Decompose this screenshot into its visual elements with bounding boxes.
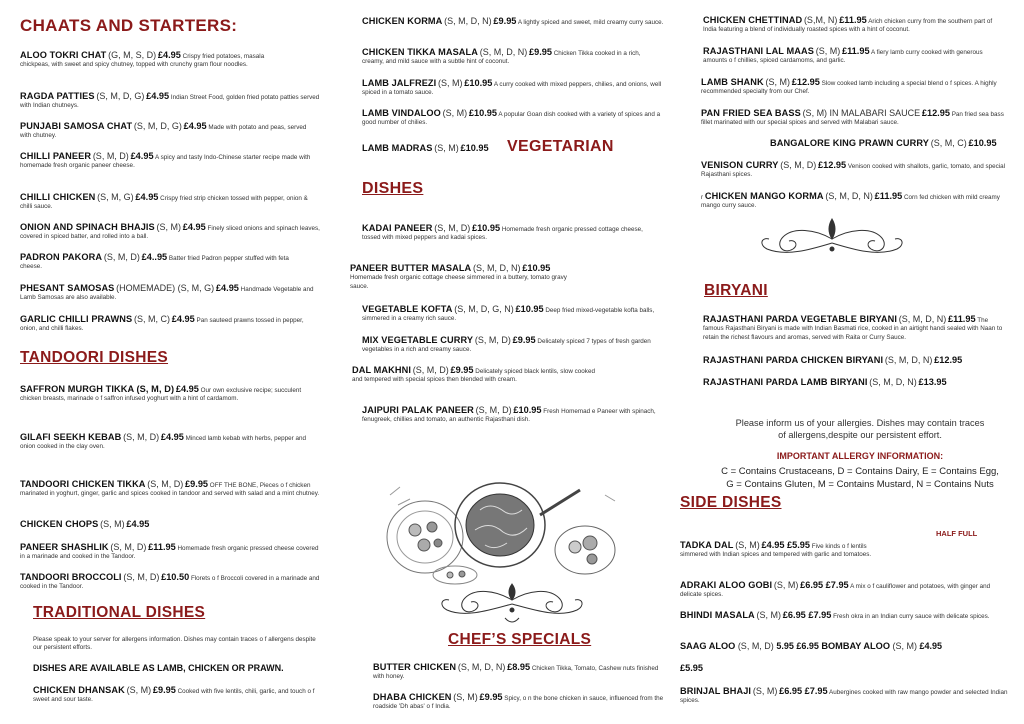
item-description: Our own exclusive recipe; succulent chicken breasts, marinade o f saffron infused yoghurt with a hint of cardamom. [20,387,302,403]
item-name: TANDOORI BROCCOLI [20,572,122,582]
item-allergens: (S, M, D) [110,542,147,552]
menu-item-chicken-biryani [703,356,1003,366]
item-allergens: (S, M, D, N) [473,263,521,273]
item-price: £11.95 [839,15,867,25]
item-price: £13.95 [918,377,947,387]
half-full-label: HALF FULL [936,529,978,538]
item-price: £9.95 [512,335,536,345]
section-tandoori-heading: TANDOORI DISHES [20,349,169,366]
section-traditional-heading: TRADITIONAL DISHES [33,604,206,621]
menu-item-kadai [362,224,662,243]
item-description: Homemade fresh organic pressed cottage cheese, tossed with mixed peppers and kadai spices. [362,226,643,242]
item-name: RAJASTHANI PARDA LAMB BIRYANI [703,377,868,387]
item-allergens: (S, M) [453,692,478,702]
item-description: Pan fried sea bass fillet marinated with our special spices and served with Malabari sauce. [701,111,1004,127]
item-name: CHICKEN MANGO KORMA [704,191,824,201]
item-price: £4.95 [171,314,195,324]
section-biryani-heading: BIRYANI [704,282,768,299]
item-allergens: (S,M, N) [803,15,838,25]
item-price: £9.95 [493,16,517,26]
item-description: Five kinds o f lentils simmered with Indian spices and tempered with garlic and tomatoes. [680,543,872,559]
saag-price: 5.95 £6.95 [776,641,819,651]
item-price: £10.95 [468,108,497,118]
item-price: £8.95 [507,662,531,672]
saag-name: SAAG ALOO [680,641,736,651]
item-price: £4.95 [175,384,199,394]
item-price: £9.95 [185,479,209,489]
item-allergens: (S, M, C) [930,138,967,148]
item-price: £4.95 [135,192,159,202]
menu-item-lal-maas [703,47,1003,66]
item-description: Corn fed chicken with mild creamy mango curry sauce. [701,194,1000,210]
item-price: £4.95 £5.95 [761,540,811,550]
item-name: CHICKEN CHETTINAD [703,15,803,25]
item-allergens: (S, M) [752,686,778,696]
menu-item-chettinad [703,16,1003,35]
menu-item-mix-veg [362,336,662,355]
item-name: LAMB VINDALOO [362,108,441,118]
item-price: £10.95 [464,78,493,88]
item-description: Fresh okra in an Indian curry sauce with delicate spices. [833,613,990,620]
menu-item-garlic-prawns [20,315,320,334]
allergy-legend-line-1: C = Contains Crustaceans, D = Contains Dairy, E = Contains Egg, [721,466,999,477]
item-price: £12.95 [934,355,963,365]
item-name: LAMB SHANK [701,77,764,87]
item-price: £9.95 [450,365,474,375]
menu-item-dal-makhni [352,366,602,385]
menu-item-lamb-biryani [703,378,1003,388]
item-allergens: (HOMEMADE) (S, M, G) [116,283,215,293]
item-price: £10.95 [460,143,489,153]
item-allergens: (S, M) IN MALABARI SAUCE [802,108,921,118]
item-name: TADKA DAL [680,540,734,550]
item-name: LAMB JALFREZI [362,78,437,88]
item-description: A mix o f cauliflower and potatoes, with ginger and delicate spices. [680,583,991,599]
allergy-intro-line-2: of allergens,despite our persistent effort. [778,430,942,440]
menu-item-padron [20,253,310,272]
bombay-allergens: (S, M) [892,641,917,651]
item-name: VENISON CURRY [701,160,779,170]
menu-item-lamb-shank [701,78,1006,97]
item-price: £11.95 [148,542,176,552]
item-allergens: (G, M, S, D) [108,50,157,60]
item-description: A spicy and tasty Indo-Chinese starter recipe made with homemade fresh organic paneer cheese. [20,154,311,170]
item-description: Delicately spiced 7 types of fresh garden vegetables in a rich and creamy sauce. [362,338,651,354]
item-allergens: (S, M, G) [97,192,134,202]
item-allergens: (S, M) [773,580,799,590]
item-description: Crispy fried potatoes, masala chickpeas, with sweet and spicy chutney, topped with crunchy gram flour noodles. [20,53,265,69]
bombay-price: £4.95 [919,641,943,651]
item-price: £4.95 [183,121,207,131]
item-name: ADRAKI ALOO GOBI [680,580,773,590]
item-price: £12.95 [818,160,847,170]
item-price: £12.95 [791,77,820,87]
item-allergens: (S, M) [442,108,468,118]
item-allergens: (S, M) [765,77,791,87]
item-description: Chicken Tikka cooked in a rich, creamy, and mild sauce with a subtle hint of coconut. [362,50,641,66]
bombay-name: BOMBAY ALOO [821,641,890,651]
menu-item-king-prawn [770,139,1020,149]
menu-item-kofta [362,305,662,324]
item-price: £6.95 £7.95 [779,686,828,696]
menu-item-saffron [20,385,320,404]
section-side-heading: SIDE DISHES [680,494,782,511]
item-price: £10.95 [513,405,542,415]
item-description: Cooked with five lentils, chili, garlic, and touch o f sweet and sour taste. [33,688,315,704]
item-description: Arich chicken curry from the southern part of India featuring a blend of individually roasted spices with a hint of coconut. [703,18,993,34]
menu-item-shashlik [20,543,320,562]
item-name: PADRON PAKORA [20,252,103,262]
menu-item-mango-korma [701,192,1006,211]
item-name: DAL MAKHNI [352,365,412,375]
item-allergens: (S, M, D) [103,252,140,262]
item-description: Chicken Tikka, Tomato, Cashew nuts finished with honey. [373,665,659,681]
menu-item-bhindi [680,611,1010,621]
item-name: ONION AND SPINACH BHAJIS [20,222,155,232]
item-name: CHICKEN DHANSAK [33,685,125,695]
item-name: BRINJAL BHAJI [680,686,752,696]
menu-item-chilli-chicken [20,193,320,212]
item-description: A lightly spiced and sweet, mild creamy curry sauce. [517,19,664,26]
item-price: £4.95 [215,283,239,293]
item-name: CHICKEN TIKKA MASALA [362,47,478,57]
menu-item-tikka-masala [362,48,662,67]
item-description: Minced lamb kebab with herbs, pepper and onion cooked in the clay oven. [20,435,307,451]
saag-bombay-line [680,640,1010,652]
item-price: £10.95 [522,263,551,273]
item-name: VEGETABLE KOFTA [362,304,453,314]
menu-item-jalfrezi [362,79,662,98]
item-name: GILAFI SEEKH KEBAB [20,432,122,442]
item-price: £9.95 [479,692,503,702]
item-name: BUTTER CHICKEN [373,662,457,672]
item-description: Homemade fresh organic pressed cheese covered in a marinade and cooked in the Tandoor. [20,545,319,561]
item-price: £12.95 [921,108,950,118]
traditional-allergen-note: Please speak to your server for allergens information. Dishes may contain traces o f allergens despite our persistent efforts. [33,636,316,652]
item-description: The famous Rajasthani Biryani is made with Indian Basmati rice, cooked in an airtight handi sealed with Naan to retain the richest flavours and aromas, served with Raita or Curry Sauce. [703,317,1003,341]
menu-item-butter-chicken [373,663,663,682]
menu-item-dhaba [373,693,673,712]
item-name: BANGALORE KING PRAWN CURRY [770,138,929,148]
ornament-divider-2 [757,215,907,265]
item-price: £9.95 [152,685,176,695]
item-allergens: (S, M, D, N) [869,377,917,387]
item-name: CHILLI CHICKEN [20,192,96,202]
item-description: Florets o f Broccoli covered in a marinade and cooked in the Tandoor. [20,575,320,591]
item-name: SAFFRON MURGH TIKKA (S, M, D) [20,384,175,394]
item-description: A popular Goan dish cooked with a variety of spices and a good number of chilies. [362,111,661,127]
item-name: CHILLI PANEER [20,151,92,161]
item-name: PUNJABI SAMOSA CHAT [20,121,133,131]
item-allergens: (S, M, D, N) [825,191,873,201]
item-name: RAJASTHANI LAL MAAS [703,46,814,56]
item-price: £4.95 [160,432,184,442]
item-allergens: (S, M) [756,610,782,620]
item-name: JAIPURI PALAK PANEER [362,405,474,415]
item-price: £6.95 £7.95 [782,610,832,620]
item-price: £4.95 [130,151,154,161]
item-price: £4.95 [126,519,150,529]
allergy-intro-line-1: Please inform us of your allergies. Dishes may contain traces [735,418,985,428]
menu-item-palak [362,406,662,425]
item-description: Spicy, o n the bone chicken in sauce, influenced from the roadside 'Dh abas' o f India. [373,695,664,711]
item-allergens: (S, M, D) [123,572,160,582]
item-price: £11.95 [874,191,903,201]
item-description: OFF THE BONE, Pieces o f chicken marinated in yoghurt, ginger, garlic and spices cooked in tandoor and served with salad and a mint chutney. [20,482,320,498]
item-description: A curry cooked with mixed peppers, chilies, and onions, well spiced in a tomato sauce. [362,81,662,97]
item-allergens: (S, M, D, N) [444,16,492,26]
item-description: Crispy fried strip chicken tossed with pepper, onion & chilli sauce. [20,195,308,211]
item-name: CHICKEN CHOPS [20,519,99,529]
item-allergens: (S, M, D, G) [96,91,145,101]
item-name: PANEER BUTTER MASALA [350,263,472,273]
item-name: ALOO TOKRI CHAT [20,50,107,60]
item-price: £11.95 [947,314,976,324]
item-allergens: (S, M, D, G) [133,121,182,131]
item-description: Delicately spiced black lentils, slow cooked and tempered with special spices then blended with cream. [352,368,595,384]
item-description: Finely sliced onions and spinach leaves, covered in spiced batter, and rolled into a ball. [20,225,320,241]
item-price: £4.95 [157,50,181,60]
item-allergens: (S, M, D, N) [457,662,506,672]
item-allergens: (S, M) [735,540,760,550]
item-allergens: (S, M) [815,46,841,56]
item-name: LAMB MADRAS [362,143,433,153]
item-allergens: (S, M, D) [474,335,511,345]
menu-item-sea-bass [701,109,1006,128]
item-allergens: (S, M, D) [412,365,449,375]
item-price: £6.95 £7.95 [800,580,849,590]
item-description: Venison cooked with shallots, garlic, tomato, and special Rajasthani spices. [701,163,1006,179]
menu-item-onion-bhajis [20,223,320,242]
item-allergens: (S, M, C) [134,314,170,324]
item-description: Batter fried Padron pepper stuffed with feta cheese. [20,255,289,271]
menu-item-vindaloo [362,109,662,128]
mango-prefix: r [701,194,704,201]
item-allergens: (S, M, D) [92,151,129,161]
item-name: RAJASTHANI PARDA CHICKEN BIRYANI [703,355,884,365]
menu-item-punjabi-samosa [20,122,310,141]
menu-item-phesant [20,284,320,303]
menu-item-chilli-paneer [20,152,320,171]
item-price: £9.95 [529,47,552,57]
item-allergens: (S, M) [100,519,125,529]
bombay-price-2: £5.95 [680,663,703,673]
item-allergens: (S, M) [126,685,152,695]
item-price: £4..95 [141,252,168,262]
item-name: RAJASTHANI PARDA VEGETABLE BIRYANI [703,314,897,324]
item-name: MIX VEGETABLE CURRY [362,335,474,345]
allergy-legend [700,465,1020,491]
menu-item-brinjal [680,687,1010,706]
menu-item-aloo-tokri [20,51,280,70]
menu-item-veg-biryani [703,315,1006,342]
traditional-blurb: DISHES ARE AVAILABLE AS LAMB, CHICKEN OR PRAWN. [33,663,284,673]
item-name: PAN FRIED SEA BASS [701,108,801,118]
item-name: PHESANT SAMOSAS [20,283,115,293]
menu-item-gilafi [20,433,320,452]
item-description: Handmade Vegetable and Lamb Samosas are also available. [20,286,314,302]
section-chefs-heading: CHEF’S SPECIALS [448,631,592,648]
item-allergens: (S, M, D) [434,223,471,233]
item-allergens: (S, M) [434,143,459,153]
allergy-heading: IMPORTANT ALLERGY INFORMATION: [776,451,944,461]
menu-item-butter-masala [350,264,580,291]
section-vegetarian-heading-2: DISHES [362,180,424,197]
item-description: Homemade fresh organic cottage cheese simmered in a buttery, tomato gravy sauce. [350,274,567,290]
section-vegetarian-heading: VEGETARIAN [507,138,614,155]
saag-allergens: (S, M, D) [737,641,774,651]
menu-item-madras [362,144,512,154]
item-name: DHABA CHICKEN [373,692,452,702]
item-description: Slow cooked lamb including a special blend o f spices. A highly recommended specialty from our Chef. [701,80,997,96]
item-description: Indian Street Food, golden fried potato patties served with Indian chutneys. [20,94,320,110]
item-name: BHINDI MASALA [680,610,755,620]
item-price: £10.95 [471,223,501,233]
item-name: TANDOORI CHICKEN TIKKA [20,479,146,489]
food-illustration [380,475,630,585]
ornament-divider [435,580,590,630]
item-name: GARLIC CHILLI PRAWNS [20,314,133,324]
item-description: Pan sauteed prawns tossed in pepper, onion, and chilli flakes. [20,317,304,333]
menu-item-tandoori-tikka [20,480,320,499]
item-price: £10.50 [161,572,190,582]
item-name: PANEER SHASHLIK [20,542,109,552]
item-price: £11.95 [841,46,870,56]
item-allergens: (S, M, D) [475,405,512,415]
menu-item-tadka [680,541,880,560]
item-allergens: (S, M, D, N) [898,314,947,324]
item-allergens: (S, M) [438,78,463,88]
menu-item-chops [20,520,320,530]
item-name: CHICKEN KORMA [362,16,443,26]
item-description: Fresh Homemad e Paneer with spinach, fenugreek, chillies and tomato, an authentic Rajasthani dish. [362,408,656,424]
allergy-legend-line-2: G = Contains Gluten, M = Contains Mustard, N = Contains Nuts [726,479,994,490]
item-description: A fiery lamb curry cooked with generous amounts o f chillies, spiced cardamoms, and garlic. [703,49,983,65]
menu-item-adraki [680,581,1010,600]
menu-item-broccoli [20,573,320,592]
item-description: Aubergines cooked with raw mango powder and selected Indian spices. [680,689,1008,705]
item-allergens: (S, M) [156,222,182,232]
item-name: RAGDA PATTIES [20,91,95,101]
menu-item-korma [362,17,672,27]
menu-item-ragda [20,92,330,111]
section-chaats-heading: CHAATS AND STARTERS: [20,16,238,35]
allergy-intro [715,417,1005,441]
item-price: £4.95 [182,222,206,232]
item-allergens: (S, M, D, N) [884,355,933,365]
item-name: KADAI PANEER [362,223,433,233]
item-description: Deep fried mixed-vegetable kofta balls, simmered in a creamy rich sauce. [362,307,655,323]
item-price: £4.95 [146,91,170,101]
menu-item-venison [701,161,1006,180]
item-price: £10.95 [515,304,544,314]
item-allergens: (S, M, D) [147,479,184,489]
menu-item-dhansak [33,686,328,705]
item-allergens: (S, M, D, N) [479,47,528,57]
item-price: £10.95 [968,138,997,148]
item-allergens: (S, M, D) [123,432,160,442]
item-description: Made with potato and peas, served with chutney. [20,124,307,140]
item-allergens: (S, M, D) [780,160,817,170]
item-allergens: (S, M, D, G, N) [454,304,514,314]
